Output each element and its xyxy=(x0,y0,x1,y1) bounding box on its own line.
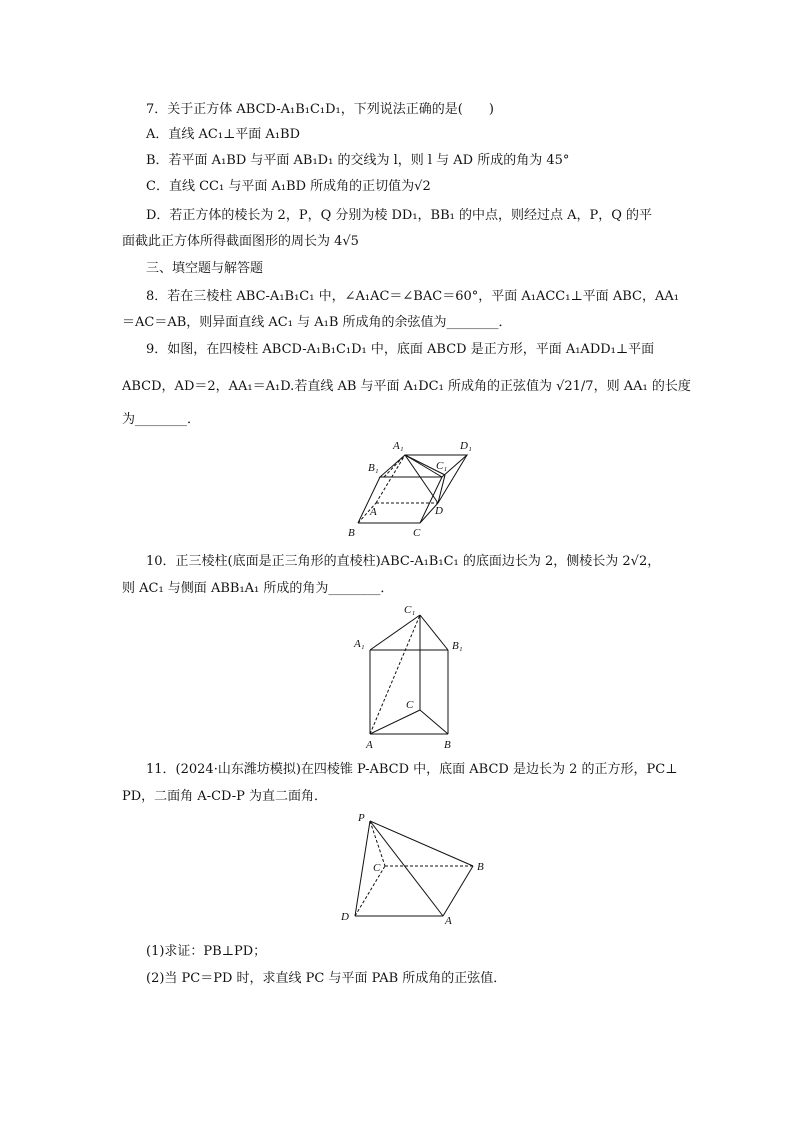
q10-line1: 10．正三棱柱(底面是正三角形的直棱柱)ABC-A₁B₁C₁ 的底面边长为 2，侧棱长为 2√2， xyxy=(146,554,661,569)
q10-prism-figure xyxy=(350,600,480,752)
q9-label-b1: B₁ xyxy=(368,462,379,474)
q9-label-d1: D₁ xyxy=(460,440,472,452)
q11-part2: (2)当 PC＝PD 时，求直线 PC 与平面 PAB 所成角的正弦值． xyxy=(146,971,507,986)
q11-label-c: C xyxy=(373,862,381,874)
q10-label-c1: C₁ xyxy=(404,604,416,616)
q11-label-b: B xyxy=(477,861,484,873)
q10-label-a1: A₁ xyxy=(354,638,365,650)
q11-line1: 11．(2024·山东潍坊模拟)在四棱锥 P-ABCD 中，底面 ABCD 是边长为 2 的正方形，PC⊥ xyxy=(146,762,678,777)
q10-label-b: B xyxy=(444,739,451,751)
q7-option-a: A．直线 AC₁⊥平面 A₁BD xyxy=(146,127,301,142)
q11-line2: PD，二面角 A-CD-P 为直二面角． xyxy=(122,789,327,804)
q7-option-d-line2: 面截此正方体所得截面图形的周长为 4√5 xyxy=(122,234,359,249)
q10-label-b1: B₁ xyxy=(452,640,463,652)
q9-line2: ABCD，AD＝2，AA₁＝A₁D.若直线 AB 与平面 A₁DC₁ 所成角的正弦值为 √21/7，则 AA₁ 的长度 xyxy=(122,379,691,394)
q10-line2: 则 AC₁ 与侧面 ABB₁A₁ 所成的角为________． xyxy=(122,581,394,596)
q7-stem: 7．关于正方体 ABCD-A₁B₁C₁D₁，下列说法正确的是( ) xyxy=(146,102,494,117)
q9-prism-figure xyxy=(340,433,485,541)
q11-label-d: D xyxy=(341,911,349,923)
q9-line3: 为________． xyxy=(122,412,201,427)
q8-line1: 8．若在三棱柱 ABC-A₁B₁C₁ 中，∠A₁AC＝∠BAC＝60°，平面 A₁ACC₁⊥平面 ABC，AA₁ xyxy=(146,289,679,304)
q11-pyramid-figure xyxy=(333,809,493,929)
q11-label-p: P xyxy=(358,812,365,824)
q11-label-a: A xyxy=(445,915,452,927)
q9-line1: 9．如图，在四棱柱 ABCD-A₁B₁C₁D₁ 中，底面 ABCD 是正方形，平面 A₁ADD₁⊥平面 xyxy=(146,342,655,357)
q9-label-c1: C₁ xyxy=(436,460,448,472)
q9-label-c: C xyxy=(413,527,421,539)
q10-label-a: A xyxy=(366,739,373,751)
q7-option-c: C．直线 CC₁ 与平面 A₁BD 所成角的正切值为√2 xyxy=(146,179,431,194)
q9-label-d: D xyxy=(435,505,443,517)
section-heading: 三、填空题与解答题 xyxy=(146,261,264,276)
q7-option-d-line1: D．若正方体的棱长为 2，P，Q 分别为棱 DD₁，BB₁ 的中点，则经过点 A，P，Q 的平 xyxy=(146,208,653,223)
q8-line2: ＝AC＝AB，则异面直线 AC₁ 与 A₁B 所成角的余弦值为________． xyxy=(122,315,512,330)
q11-part1: (1)求证：PB⊥PD； xyxy=(146,944,267,959)
q9-label-a1: A₁ xyxy=(393,440,404,452)
q10-label-c: C xyxy=(406,699,414,711)
q9-label-b: B xyxy=(348,527,355,539)
q9-label-a: A xyxy=(370,506,377,518)
q7-option-b: B．若平面 A₁BD 与平面 AB₁D₁ 的交线为 l，则 l 与 AD 所成的角为 45° xyxy=(146,153,570,168)
